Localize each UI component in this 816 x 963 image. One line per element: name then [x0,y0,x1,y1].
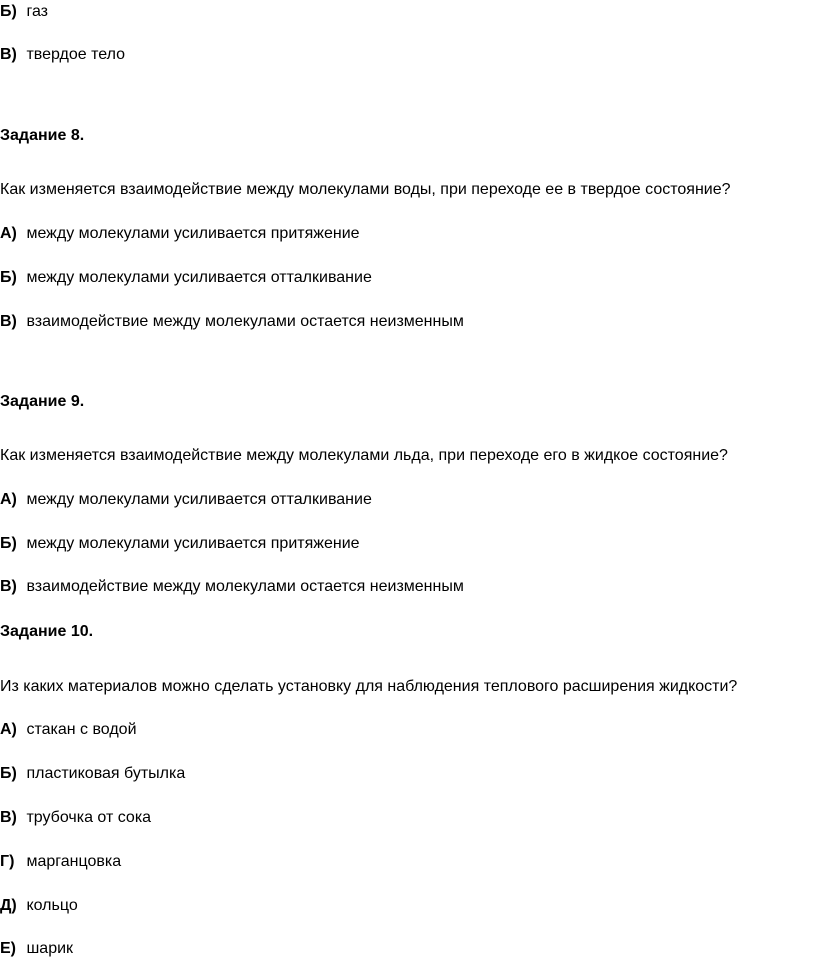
option-text: пластиковая бутылка [26,765,186,782]
task9-question: Как изменяется взаимодействие между молекулами льда, при переходе его в жидкое состояние? [0,447,728,464]
option-text: между молекулами усиливается притяжение [26,535,360,552]
option-letter: Б) [0,535,17,552]
option-letter: Б) [0,269,17,286]
option-letter: А) [0,721,17,738]
task10-option-g [0,852,121,872]
option-text: трубочка от сока [26,809,152,826]
task10-option-v [0,808,151,828]
option-letter: Е) [0,940,16,957]
option-text: стакан с водой [26,721,137,738]
option-v-solid [0,45,125,65]
task8-question: Как изменяется взаимодействие между молекулами воды, при переходе ее в твердое состояние? [0,181,731,198]
option-letter: Б) [0,3,17,20]
option-text: между молекулами усиливается отталкивание [26,269,372,286]
option-b-gas [0,2,48,22]
option-text: марганцовка [26,853,122,870]
option-letter: Г) [0,853,15,870]
option-letter: В) [0,578,17,595]
task9-heading: Задание 9. [0,393,85,410]
task9-option-a [0,490,372,510]
task10-heading: Задание 10. [0,623,94,640]
option-letter: Д) [0,897,17,914]
task10-option-a [0,720,137,740]
option-text: шарик [26,940,74,957]
option-text: между молекулами усиливается притяжение [26,225,360,242]
option-text: газ [26,3,48,20]
option-letter: Б) [0,765,17,782]
task9-option-v [0,577,464,597]
task8-heading: Задание 8. [0,127,85,144]
task8-option-b [0,268,372,288]
option-text: взаимодействие между молекулами остается неизменным [26,313,464,330]
option-letter: В) [0,46,17,63]
task8-option-v [0,312,464,332]
task10-option-b [0,764,185,784]
option-text: взаимодействие между молекулами остается неизменным [26,578,464,595]
option-letter: А) [0,491,17,508]
task10-question: Из каких материалов можно сделать установку для наблюдения теплового расширения жидкости? [0,678,738,695]
option-letter: В) [0,313,17,330]
option-text: кольцо [26,897,78,914]
task8-option-a [0,224,360,244]
option-text: между молекулами усиливается отталкивание [26,491,372,508]
task9-option-b [0,534,360,554]
option-text: твердое тело [26,46,126,63]
task10-option-e [0,939,73,959]
option-letter: А) [0,225,17,242]
option-letter: В) [0,809,17,826]
task10-option-d [0,896,78,916]
